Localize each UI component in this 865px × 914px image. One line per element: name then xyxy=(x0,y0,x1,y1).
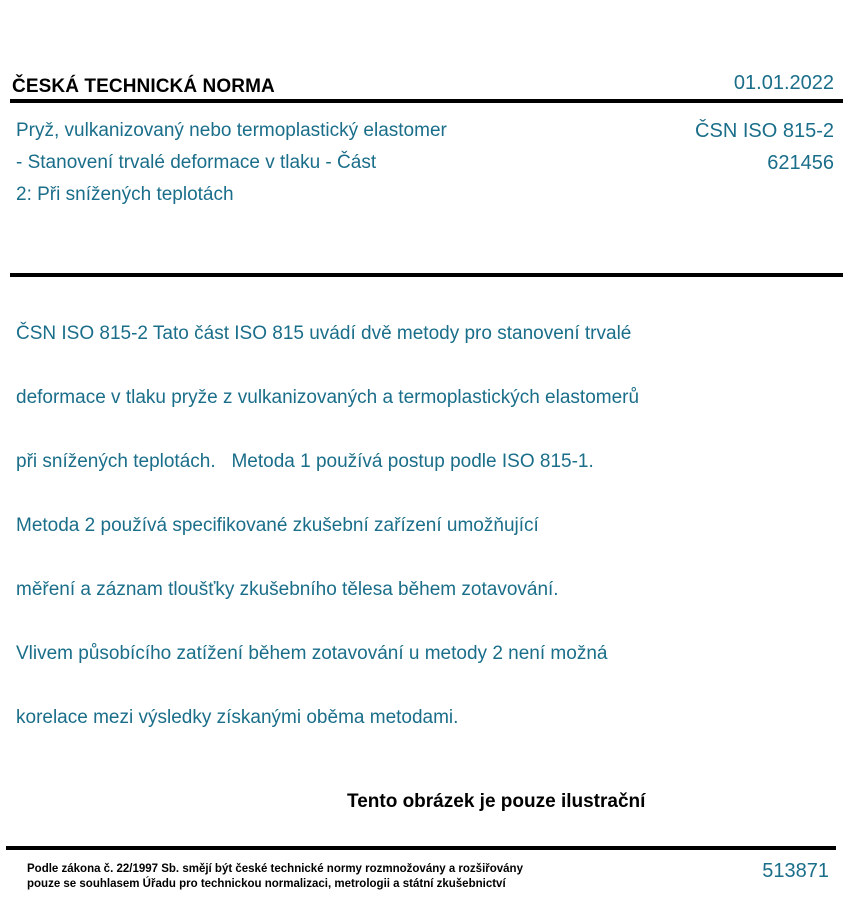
abstract-line: korelace mezi výsledky získanými oběma metodami. xyxy=(16,707,459,728)
footer-legal-line: pouze se souhlasem Úřadu pro technickou normalizaci, metrologii a státní zkušebnictví xyxy=(27,878,506,890)
document-title-line: - Stanovení trvalé deformace v tlaku - Část xyxy=(16,152,377,173)
standard-code: ČSN ISO 815-2 xyxy=(695,120,834,142)
document-title xyxy=(16,115,536,211)
header-date: 01.01.2022 xyxy=(733,72,834,94)
abstract-line: Metoda 2 používá specifikované zkušební zařízení umožňující xyxy=(16,515,539,536)
abstract-line: měření a záznam tloušťky zkušebního tělesa během zotavování. xyxy=(16,579,559,600)
abstract-line: ČSN ISO 815-2 Tato část ISO 815 uvádí dvě metody pro stanovení trvalé xyxy=(16,323,632,344)
footer-legal-line: Podle zákona č. 22/1997 Sb. smějí být české technické normy rozmnožovány a rozšiřovány xyxy=(27,863,523,875)
abstract xyxy=(16,286,776,766)
document-title-line: 2: Při snížených teplotách xyxy=(16,184,234,205)
abstract-line: deformace v tlaku pryže z vulkanizovaných a termoplastických elastomerů xyxy=(16,387,640,408)
document-title-line: Pryž, vulkanizovaný nebo termoplastický elastomer xyxy=(16,120,447,141)
abstract-line: Vlivem působícího zatížení během zotavování u metody 2 není možná xyxy=(16,643,608,664)
illustration-note: Tento obrázek je pouze ilustrační xyxy=(347,791,646,812)
header-title: ČESKÁ TECHNICKÁ NORMA xyxy=(12,76,275,97)
header-divider xyxy=(10,99,843,103)
footer-legal-notice xyxy=(27,862,587,892)
section-divider xyxy=(10,273,843,277)
footer-document-number: 513871 xyxy=(762,860,829,882)
abstract-line: při snížených teplotách. Metoda 1 používá postup podle ISO 815-1. xyxy=(16,451,594,472)
class-number: 621456 xyxy=(767,152,834,174)
document-codes xyxy=(695,115,834,179)
footer-divider xyxy=(6,846,836,850)
